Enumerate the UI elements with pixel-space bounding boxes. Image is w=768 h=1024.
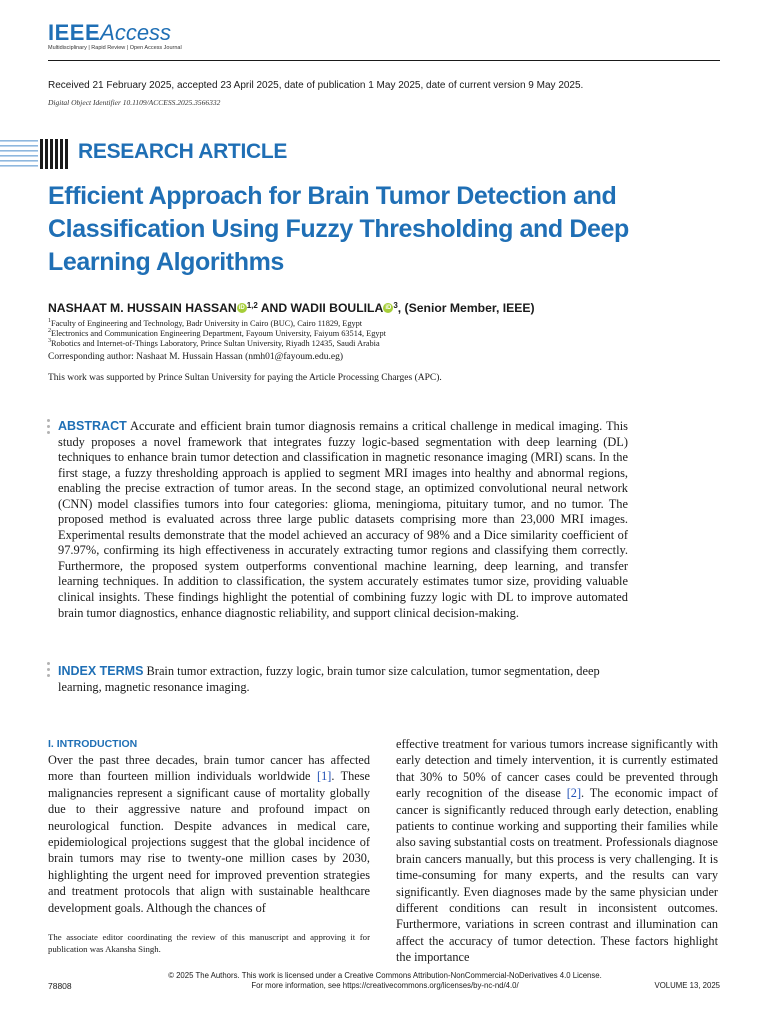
orcid-icon[interactable]: iD xyxy=(238,305,245,311)
volume-info: VOLUME 13, 2025 xyxy=(654,981,720,990)
corresponding-author: Corresponding author: Nashaat M. Hussain Hassan (nmh01@fayoum.edu.eg) xyxy=(48,352,344,362)
license-notice: © 2025 The Authors. This work is licensed under a Creative Commons Attribution-NonCommercial-NoDerivatives 4.0 License. For more information, see https://creativecommons.org/licenses/by-nc-nd/4.0/ xyxy=(140,971,630,991)
article-type-banner: RESEARCH ARTICLE xyxy=(78,140,288,163)
abstract-text: Accurate and efficient brain tumor diagnosis remains a critical challenge in medical imaging. This study proposes a novel framework that integrates fuzzy logic-based segmentation with deep learning (DL) techniques to enhance brain tumor detection and classification in magnetic resonance imaging (MRI) scans. In the first stage, a fuzzy thresholding approach is applied to segment MRI images into healthy and abnormal regions, enabling the precise extraction of tumor areas. In the second stage, an optimized convolutional neural network (CNN) model classifies tumors into four categories: glioma, meningioma, pituitary tumor, and no tumor. The proposed method is evaluated across three large public datasets comprising more than 23,000 MRI images. Experimental results demonstrate that the model achieved an accuracy of 98% and a Dice similarity coefficient of 97.97%, confirming its high effectiveness in accurately extracting tumor regions and classifying them correctly. Furthermore, the proposed system outperforms conventional machine learning, deep learning, and transfer learning techniques. In addition to classification, the system accurately estimates tumor size, providing valuable clinical insights. These findings highlight the potential of combining fuzzy logic with DL to improve automated brain tumor diagnostics, enhance diagnostic reliability, and support clinical decision-making. xyxy=(58,419,628,620)
received-dates: Received 21 February 2025, accepted 23 April 2025, date of publication 1 May 2025, date of current version 9 May 2025. xyxy=(48,80,584,91)
intro-right-column: effective treatment for various tumors increase significantly with early detection and timely intervention, it is currently estimated that 30% to 50% of cancer cases could be prevented through early recognition of the disease [2]. The economic impact of cancer is significantly reduced through early detection, enabling patients to continue working and supporting their families while also saving substantial costs on treatment. Professionals diagnose brain cancers manually, but this process is very challenging. It is time-consuming for many experts, and the results can vary significantly. Even diagnoses made by the same physician under different conditions can result in inconsistent outcomes. Furthermore, variations in screen contrast and illumination can affect the accuracy of tumor detection. These factors highlight the importance xyxy=(396,737,718,965)
editor-footnote: The associate editor coordinating the review of this manuscript and approving it for publication was Akansha Singh. xyxy=(48,932,370,954)
page-number: 78808 xyxy=(48,981,72,991)
abstract-label: ABSTRACT xyxy=(58,419,127,433)
index-terms-label: INDEX TERMS xyxy=(58,664,144,678)
index-terms xyxy=(58,663,638,695)
orcid-icon[interactable]: iD xyxy=(385,305,392,311)
author-2[interactable]: WADII BOULILA xyxy=(290,301,384,315)
index-terms-text: Brain tumor extraction, fuzzy logic, brain tumor size calculation, tumor segmentation, deep learning, magnetic resonance imaging. xyxy=(58,664,600,694)
index-terms-marker-icon xyxy=(47,662,51,680)
affiliation-3: $^3$Robotics and Internet-of-Things Laboratory, Prince Sultan University, Riyadh 12435, Saudi Arabia xyxy=(48,338,380,348)
author-and: AND xyxy=(257,301,291,315)
funding-note: This work was supported by Prince Sultan University for paying the Article Processing Charges (APC). xyxy=(48,373,442,383)
paper-title: Efficient Approach for Brain Tumor Detection and Classification Using Fuzzy Thresholding and Deep Learning Algorithms xyxy=(48,182,629,276)
logo-access: Access xyxy=(100,20,172,45)
author-list xyxy=(48,301,535,315)
abstract-marker-icon xyxy=(47,419,51,437)
section-heading: I. INTRODUCTION xyxy=(48,738,138,750)
abstract xyxy=(58,419,628,621)
doi: Digital Object Identifier 10.1109/ACCESS.2025.3566332 xyxy=(48,98,221,107)
member-grade: , (Senior Member, IEEE) xyxy=(397,301,535,315)
license-link[interactable]: For more information, see https://creativecommons.org/licenses/by-nc-nd/4.0/ xyxy=(251,981,519,990)
banner-stripes-icon xyxy=(0,139,70,169)
logo-ieee: IEEE xyxy=(48,20,101,45)
intro-left-column: Over the past three decades, brain tumor cancer has affected more than fourteen million individuals worldwide [1]. These malignancies represent a significant cause of mortality globally due to their aggressive nature and profound impact on neurological function. Despite advances in medical care, epidemiological projections suggest that the global incidence of brain tumors may rise to twenty-one million cases by 2030, highlighting the urgent need for improved prevention strategies and treatment protocols that align with sustainable healthcare development goals. Although the chances of xyxy=(48,753,370,915)
citation-link[interactable]: [2] xyxy=(566,786,582,801)
affiliation-2: $^2$Electronics and Communication Engineering Department, Fayoum University, Faiyum 63514, Egypt xyxy=(48,328,386,338)
author-1[interactable]: NASHAAT M. HUSSAIN HASSAN xyxy=(48,301,237,315)
citation-link[interactable]: [1] xyxy=(316,769,332,784)
author-1-affil: 1,2 xyxy=(246,301,258,310)
header-divider xyxy=(48,60,720,61)
journal-logo xyxy=(48,20,171,46)
journal-tagline: Multidisciplinary | Rapid Review | Open Access Journal xyxy=(48,45,182,51)
affiliation-1: $^1$Faculty of Engineering and Technology, Badr University in Cairo (BUC), Cairo 11829, Egypt xyxy=(48,318,363,328)
author-2-affil: 3 xyxy=(393,301,398,310)
